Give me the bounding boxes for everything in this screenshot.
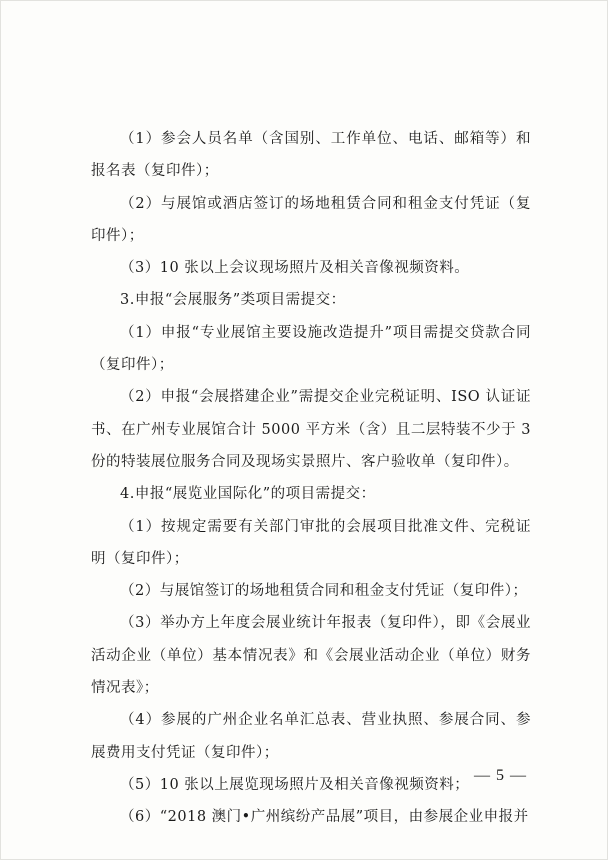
paragraph-construction-enterprise: （2）申报“会展搭建企业”需提交企业完税证明、ISO 认证证书、在广州专业展馆合计 5000 平方米（含）且二层特装不少于 3 份的特装展位服务合同及现场实景照片、客户验收单（复印件）。 (91, 389, 531, 470)
paragraph-exhibitor-list: （4）参展的广州企业名单汇总表、营业执照、参展合同、参展费用支付凭证（复印件）； (91, 712, 531, 761)
heading-exhibition-services: 3.申报“会展服务”类项目需提交： (120, 292, 346, 309)
paragraph-statistics-report: （3）举办方上年度会展业统计年报表（复印件），即《会展业活动企业（单位）基本情况表》和《会展业活动企业（单位）财务情况表》； (91, 615, 531, 697)
paragraph-loan-contract: （1）申报“专业展馆主要设施改造提升”项目需提交贷款合同（复印件）； (91, 324, 531, 374)
paragraph-exhibition-lease: （2）与展馆签订的场地租赁合同和租金支付凭证（复印件）； (120, 583, 528, 600)
page-number: — 5 — (474, 767, 527, 784)
paragraph-approval-documents: （1）按规定需要有关部门审批的会展项目批准文件、完税证明（复印件）； (91, 518, 531, 567)
document-body (91, 123, 531, 834)
paragraph-attendee-list: （1）参会人员名单（含国别、工作单位、电话、邮箱等）和报名表（复印件）； (91, 131, 531, 180)
paragraph-exhibition-photos: （5）10 张以上展览现场照片及相关音像视频资料； (120, 776, 470, 793)
paragraph-meeting-photos: （3）10 张以上会议现场照片及相关音像视频资料。 (120, 260, 470, 277)
heading-internationalization: 4.申报“展览业国际化”的项目需提交： (120, 486, 376, 503)
paragraph-macau-expo: （6）“2018 澳门•广州缤纷产品展”项目，由参展企业申报并 (120, 809, 529, 826)
paragraph-venue-lease: （2）与展馆或酒店签订的场地租赁合同和租金支付凭证（复印件）； (91, 195, 531, 244)
